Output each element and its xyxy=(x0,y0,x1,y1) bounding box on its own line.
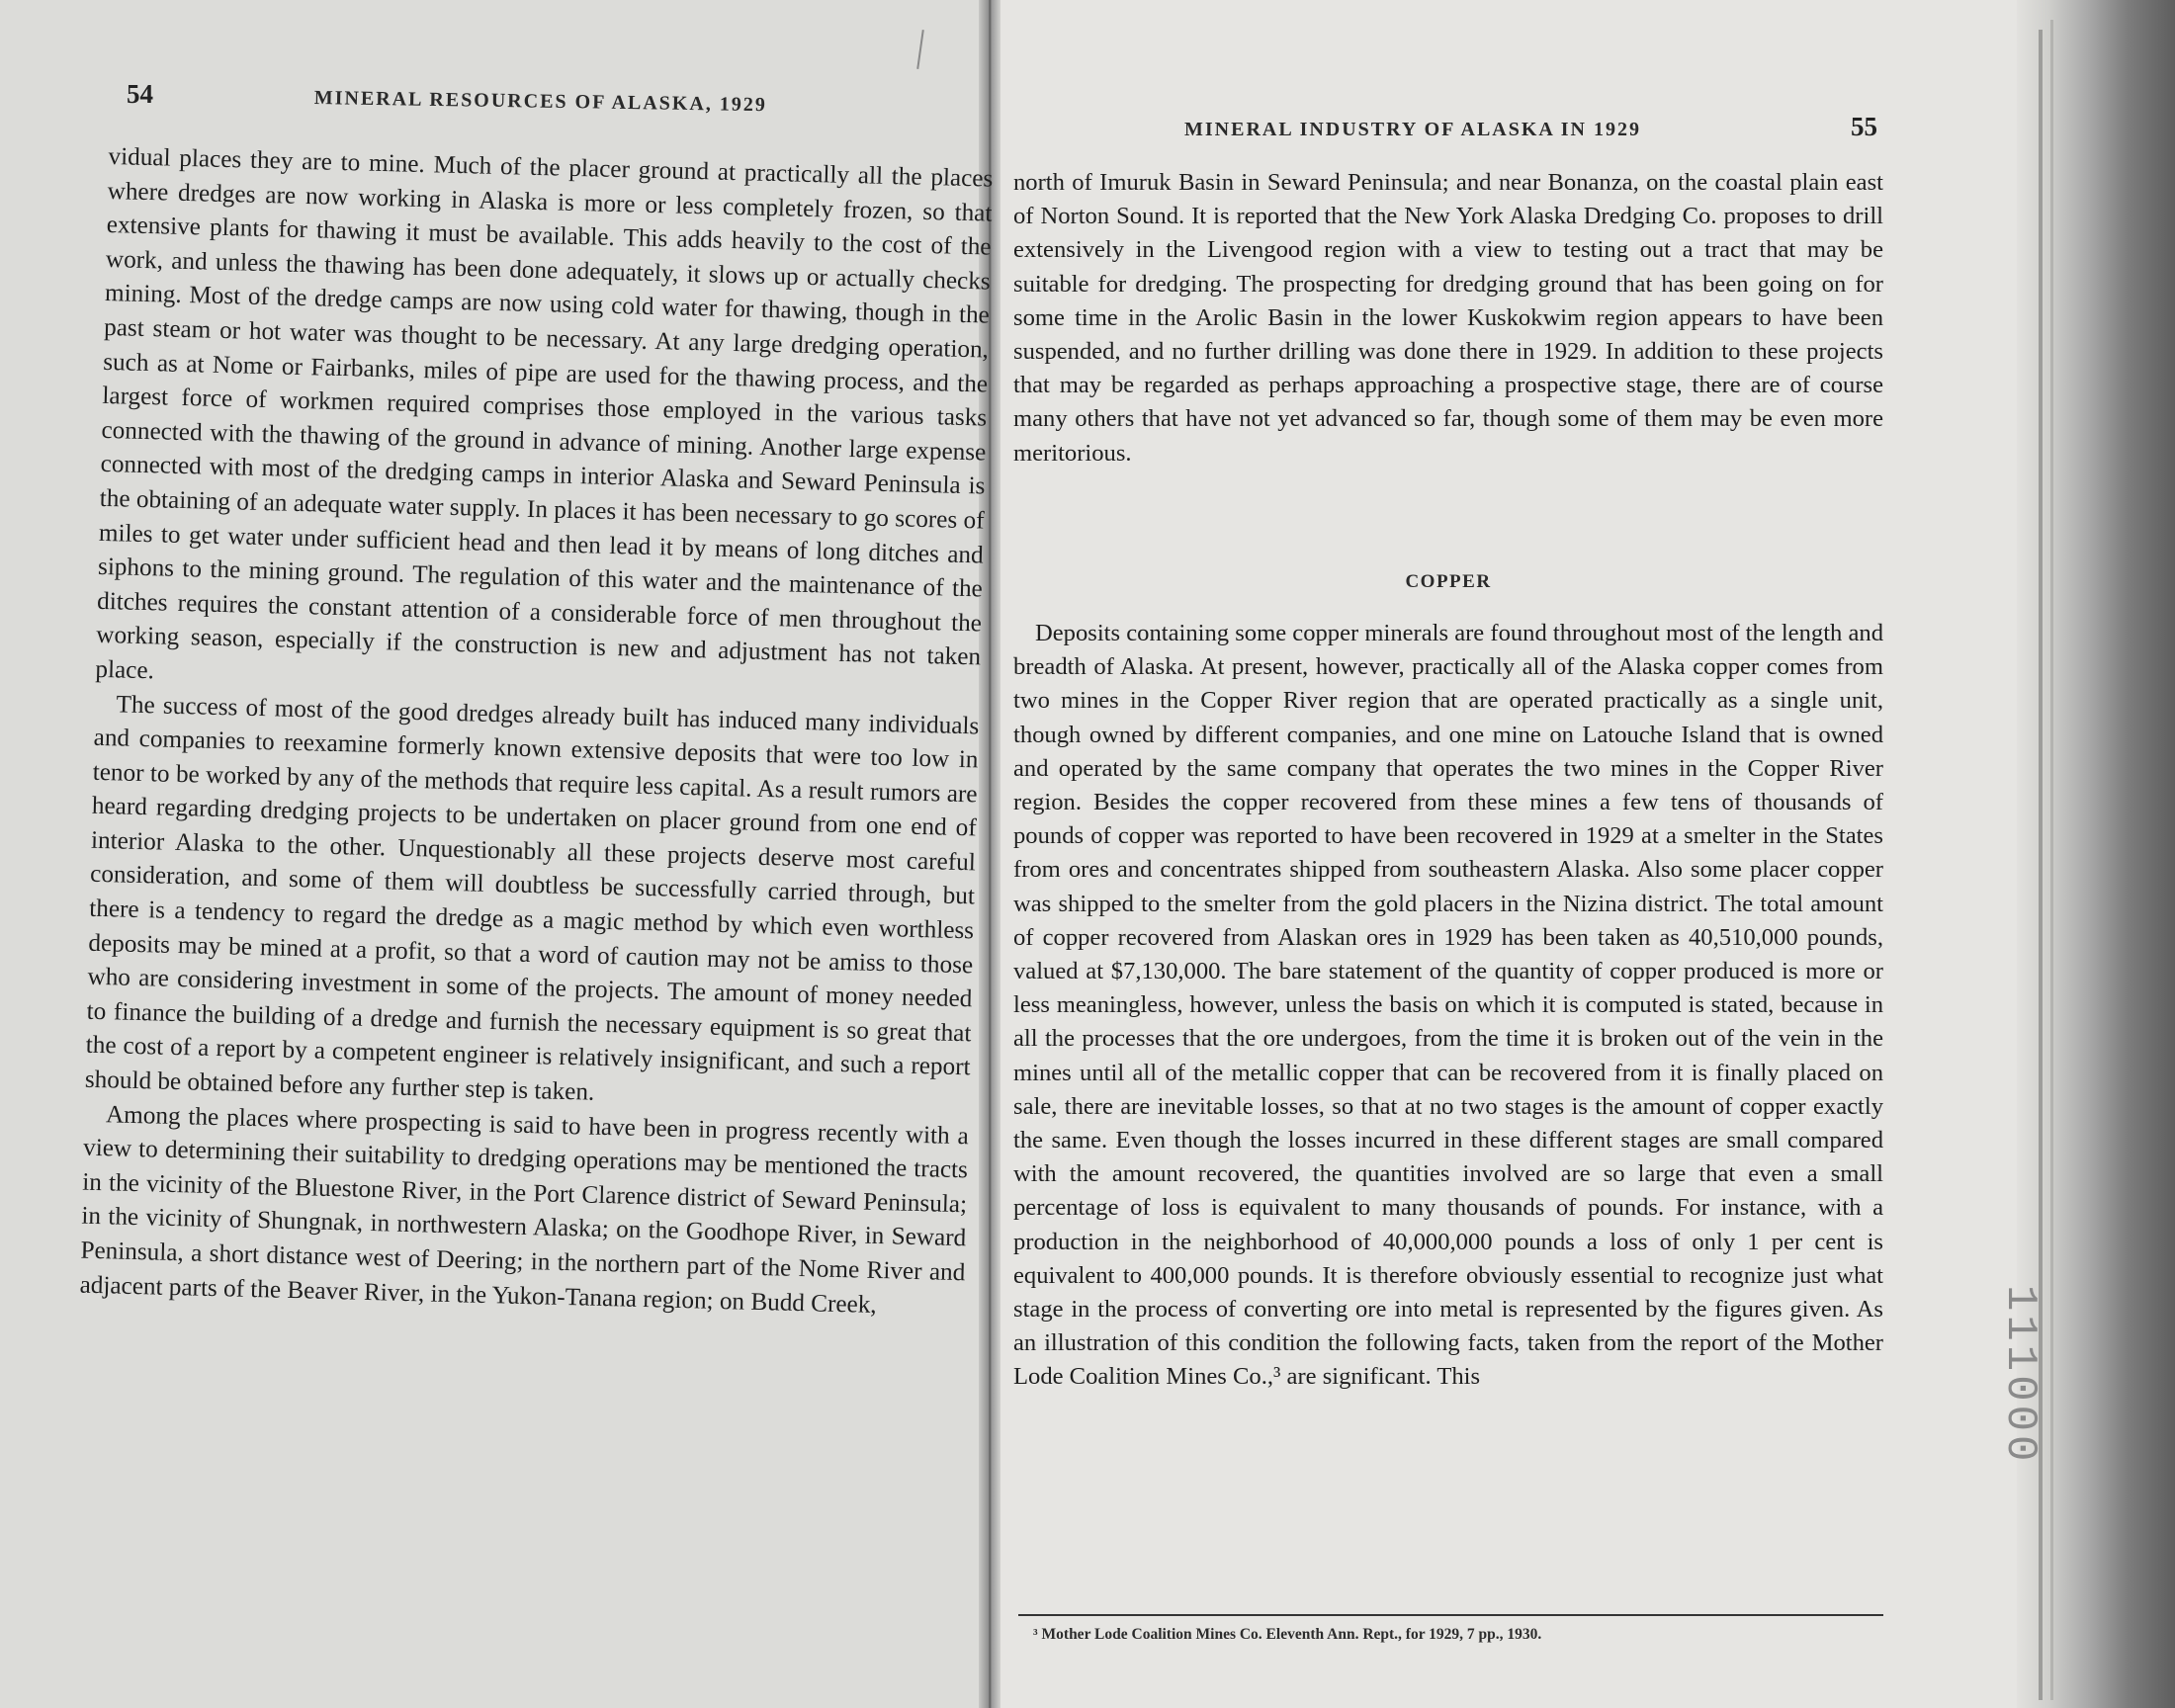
section-title: COPPER xyxy=(1405,571,1492,592)
left-page-body xyxy=(79,140,993,1324)
paragraph: Among the places where prospecting is said to have been in progress recently with a view to determining their suitability to dredging operations may be mentioned the tracts in the vicinity of the Bluestone River, in the Port Clarence district of Seward Peninsula; in the vicinity of Shungnak, in northwestern Alaska; on the Goodhope River, in Seward Peninsula, a short distance west of Deering; in the northern part of the Nome River and adjacent parts of the Beaver River, in the Yukon-Tanana region; on Budd Creek, xyxy=(79,1100,970,1319)
right-running-head: MINERAL INDUSTRY OF ALASKA IN 1929 xyxy=(1184,119,1641,140)
pencil-mark xyxy=(916,30,924,69)
footnote-rule xyxy=(1018,1614,1883,1616)
paragraph: The success of most of the good dredges already built has induced many individuals and companies to reexamine formerly known extensive deposits that were too low in tenor to be worked by any of the methods that require less capital. As a result rumors are heard regarding dredging projects to be undertaken on placer ground from one end of interior Alaska to the other. Unquestionably all these projects deserve most careful consideration, and some of them will doubtless be successfully carried through, but there is a tendency to regard the dredge as a magic method by which even worthless deposits may be mined at a profit, so that a word of caution may not be amiss to those who are considering investment in some of the projects. The amount of money needed to finance the building of a dredge and furnish the necessary equipment is so great that the cost of a report by a competent engineer is relatively insignificant, and such a report should be obtained before any further step is taken. xyxy=(84,690,980,1106)
paragraph: Deposits containing some copper minerals are found throughout most of the length and breadth of Alaska. At present, however, practically all of the Alaska copper comes from two mines in the Copper River region that are operated practically as a single unit, though owned by different companies, and one mine on Latouche Island that is owned and operated by the same company that operates the two mines in the Copper River region. Besides the copper recovered from these mines a few tens of thousands of pounds of copper was reported to have been recovered in 1929 at a smelter in the States from ores and concentrates shipped from southeastern Alaska. Also some placer copper was shipped to the smelter from the gold placers in the Nizina district. The total amount of copper recovered from Alaskan ores in 1929 has been taken as 40,510,000 pounds, valued at $7,130,000. The bare statement of the quantity of copper produced is more or less meaningless, however, unless the basis on which it is computed is stated, because in all the processes that the ore undergoes, from the time it is broken out of the vein in the mines until all of the metallic copper that can be recovered from it is finally placed on sale, there are inevitable losses, so that at no two stages is the amount of copper exactly the same. Even though the losses incurred in these different stages are small compared with the amount recovered, the quantities involved are so large that even a small percentage of loss is equivalent to many thousands of pounds. For instance, with a production in the neighborhood of 40,000,000 pounds a loss of only 1 per cent is equivalent to 400,000 pounds. It is therefore obviously essential to recognize just what stage in the process of converting ore into metal is represented by the figures given. As an illustration of this condition the following facts, taken from the report of the Mother Lode Coalition Mines Co.,³ are significant. This xyxy=(1013,620,1883,1391)
left-running-head: MINERAL RESOURCES OF ALASKA, 1929 xyxy=(313,87,768,117)
right-page-number: 55 xyxy=(1851,112,1877,141)
paragraph: north of Imuruk Basin in Seward Peninsula; and near Bonanza, on the coastal plain east of Norton Sound. It is reported that the New York Alaska Dredging Co. proposes to drill extensively in the Livengood region with a view to testing out a tract that may be suitable for dredging. The prospecting for dredging ground that has been going on for some time in the Arolic Basin in the lower Kuskokwim region appears to have been suspended, and no further drilling was done there in 1929. In addition to these projects that may be regarded as perhaps approaching a prospective stage, there are of course many others that have not yet advanced so far, though some of them may be even more meritorious. xyxy=(1013,169,1883,467)
page-edge-line xyxy=(2050,20,2053,1700)
footnote: ³ Mother Lode Coalition Mines Co. Eleventh Ann. Rept., for 1929, 7 pp., 1930. xyxy=(1033,1626,1542,1643)
left-page-number: 54 xyxy=(127,79,153,109)
archive-stamp-number: 111000 xyxy=(1995,1285,2044,1466)
right-page-intro xyxy=(1013,166,1883,470)
paragraph: vidual places they are to mine. Much of the placer ground at practically all the places where dredges are now working in Alaska is more or less completely frozen, so that extensive plants for thawing it must be available. This adds heavily to the cost of the work, and unless the thawing has been done adequately, it slows up or actually checks mining. Most of the dredge camps are now using cold water for thawing, though in the past steam or hot water was thought to be necessary. At any large dredging operation, such as at Nome or Fairbanks, miles of pipe are used for the thawing process, and the largest force of workmen required comprises those employed in the various tasks connected with the thawing of the ground in advance of mining. Another large expense connected with most of the dredging camps in interior Alaska and Seward Peninsula is the obtaining of an adequate water supply. In places it has been necessary to go scores of miles to get water under sufficient head and then lead it by means of long ditches and siphons to the mining ground. The regulation of this water and the maintenance of the ditches requires the constant attention of a considerable force of men throughout the working season, especially if the construction is new and adjustment has not taken place. xyxy=(95,142,994,685)
right-page-copper-section xyxy=(1013,617,1883,1395)
